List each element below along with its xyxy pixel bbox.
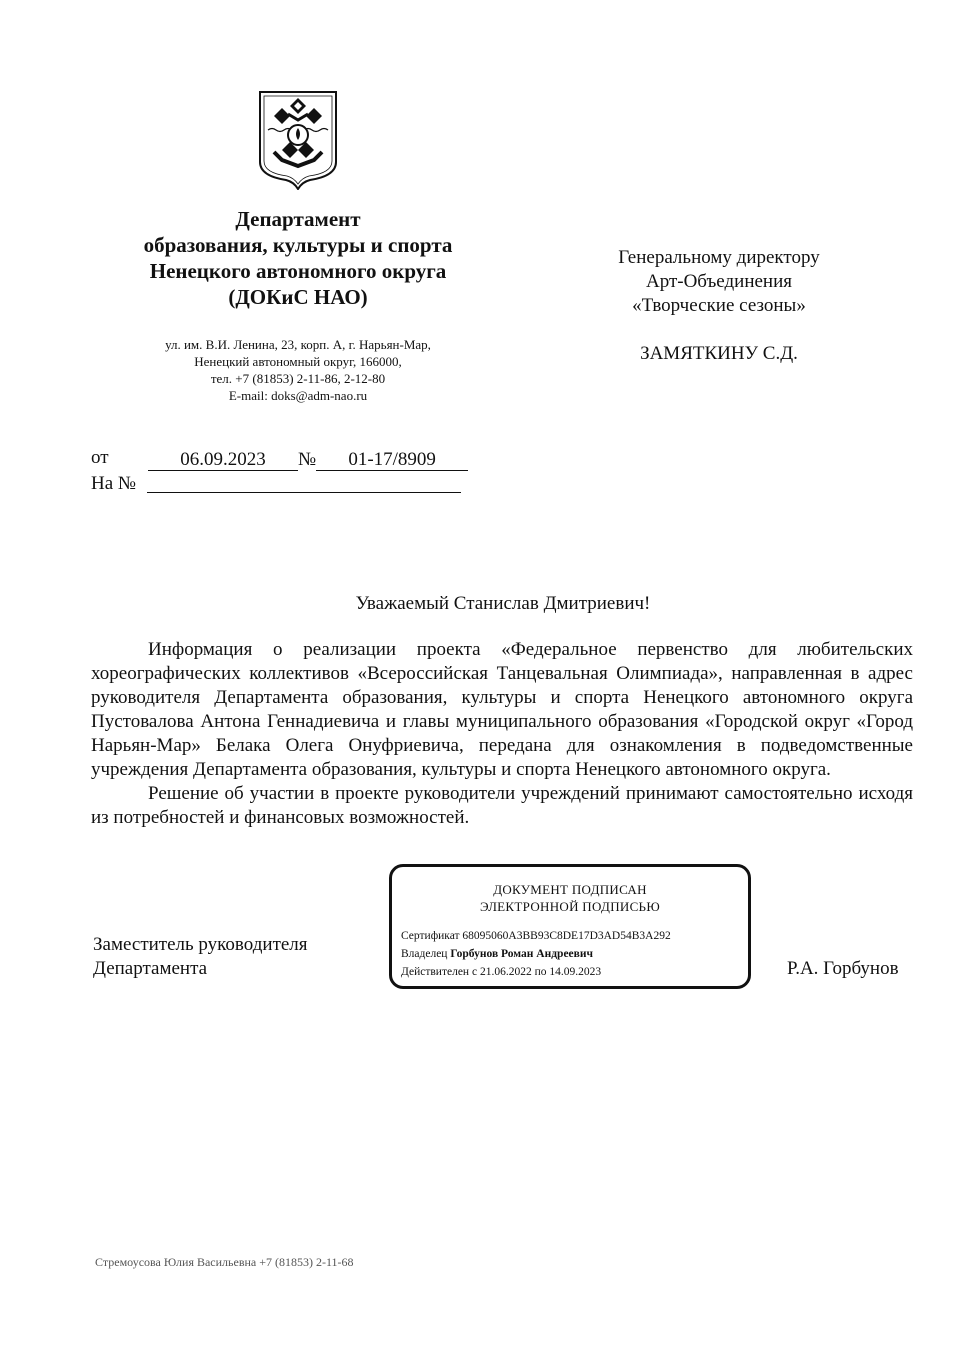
- recipient-block: [590, 246, 848, 318]
- reference-date-field: [148, 448, 468, 472]
- number-label: №: [298, 449, 317, 470]
- org-name-line: образования, культуры и спорта: [143, 233, 453, 257]
- reference-line: [91, 446, 109, 470]
- address-line: E-mail: doks@adm-nao.ru: [228, 388, 368, 403]
- letter-body: [91, 638, 913, 830]
- from-label: от: [91, 447, 109, 468]
- recipient-line: Арт-Объединения: [645, 271, 793, 292]
- owner-label: Владелец: [401, 948, 448, 960]
- address-line: тел. +7 (81853) 2-11-86, 2-12-80: [210, 371, 386, 386]
- document-date: 06.09.2023: [148, 450, 298, 471]
- greeting: Уважаемый Станислав Дмитриевич!: [355, 593, 651, 614]
- org-name-line: (ДОКиС НАО): [228, 285, 368, 309]
- stamp-validity: [401, 965, 601, 979]
- reply-reference-line: [91, 472, 136, 496]
- valid-to: 14.09.2023: [549, 966, 602, 978]
- valid-to-label: по: [534, 966, 547, 978]
- signer-title-line: Заместитель руководителя: [93, 934, 308, 955]
- certificate-label: Сертификат: [401, 930, 460, 942]
- organization-name: [100, 206, 496, 310]
- footer-contact: Стремоусова Юлия Васильевна +7 (81853) 2-11-68: [95, 1255, 354, 1269]
- recipient-line: Генеральному директору: [618, 247, 820, 268]
- reply-number-field: [147, 492, 461, 493]
- reply-label: На №: [91, 473, 137, 494]
- stamp-owner: [401, 947, 593, 961]
- body-paragraph: Решение об участии в проекте руководители учреждений принимают самостоятельно исходя из потребностей и финансовых возможностей.: [91, 783, 913, 828]
- organization-address: [100, 336, 496, 404]
- coat-of-arms-emblem: [258, 90, 338, 190]
- recipient-line: «Творческие сезоны»: [632, 295, 806, 316]
- valid-label: Действителен с: [401, 966, 478, 978]
- signer-name: Р.А. Горбунов: [787, 958, 899, 979]
- recipient-name: ЗАМЯТКИНУ С.Д.: [640, 343, 798, 364]
- certificate-value: 68095060A3BB93C8DE17D3AD54B3A292: [462, 930, 671, 942]
- address-line: ул. им. В.И. Ленина, 23, корп. А, г. Нарьян-Мар,: [165, 337, 431, 352]
- owner-value: Горбунов Роман Андреевич: [450, 948, 593, 960]
- org-name-line: Департамент: [235, 207, 361, 231]
- stamp-title-line: ДОКУМЕНТ ПОДПИСАН: [493, 882, 647, 897]
- body-paragraph: Информация о реализации проекта «Федеральное первенство для любительских хореографических коллективов «Всероссийская Танцевальная Олимпиада», направленная в адрес руководителя Департамента образования, культуры и спорта Ненецкого автономного округа Пустовалова Антона Геннадиевича и главы муниципального образования «Городской округ «Город Нарьян-Мар» Белака Олега Онуфриевича, передана для ознакомления в подведомственные учреждения Департамента образования, культуры и спорта Ненецкого автономного округа.: [91, 639, 913, 780]
- address-line: Ненецкий автономный округ, 166000,: [194, 354, 402, 369]
- org-name-line: Ненецкого автономного округа: [149, 259, 447, 283]
- signer-title: [93, 933, 308, 981]
- valid-from: 21.06.2022: [479, 966, 532, 978]
- stamp-certificate: [401, 929, 671, 943]
- stamp-title: [392, 881, 748, 915]
- signer-title-line: Департамента: [93, 958, 208, 979]
- stamp-title-line: ЭЛЕКТРОННОЙ ПОДПИСЬЮ: [480, 899, 660, 914]
- document-number: 01-17/8909: [316, 450, 468, 471]
- electronic-signature-stamp: [389, 864, 751, 989]
